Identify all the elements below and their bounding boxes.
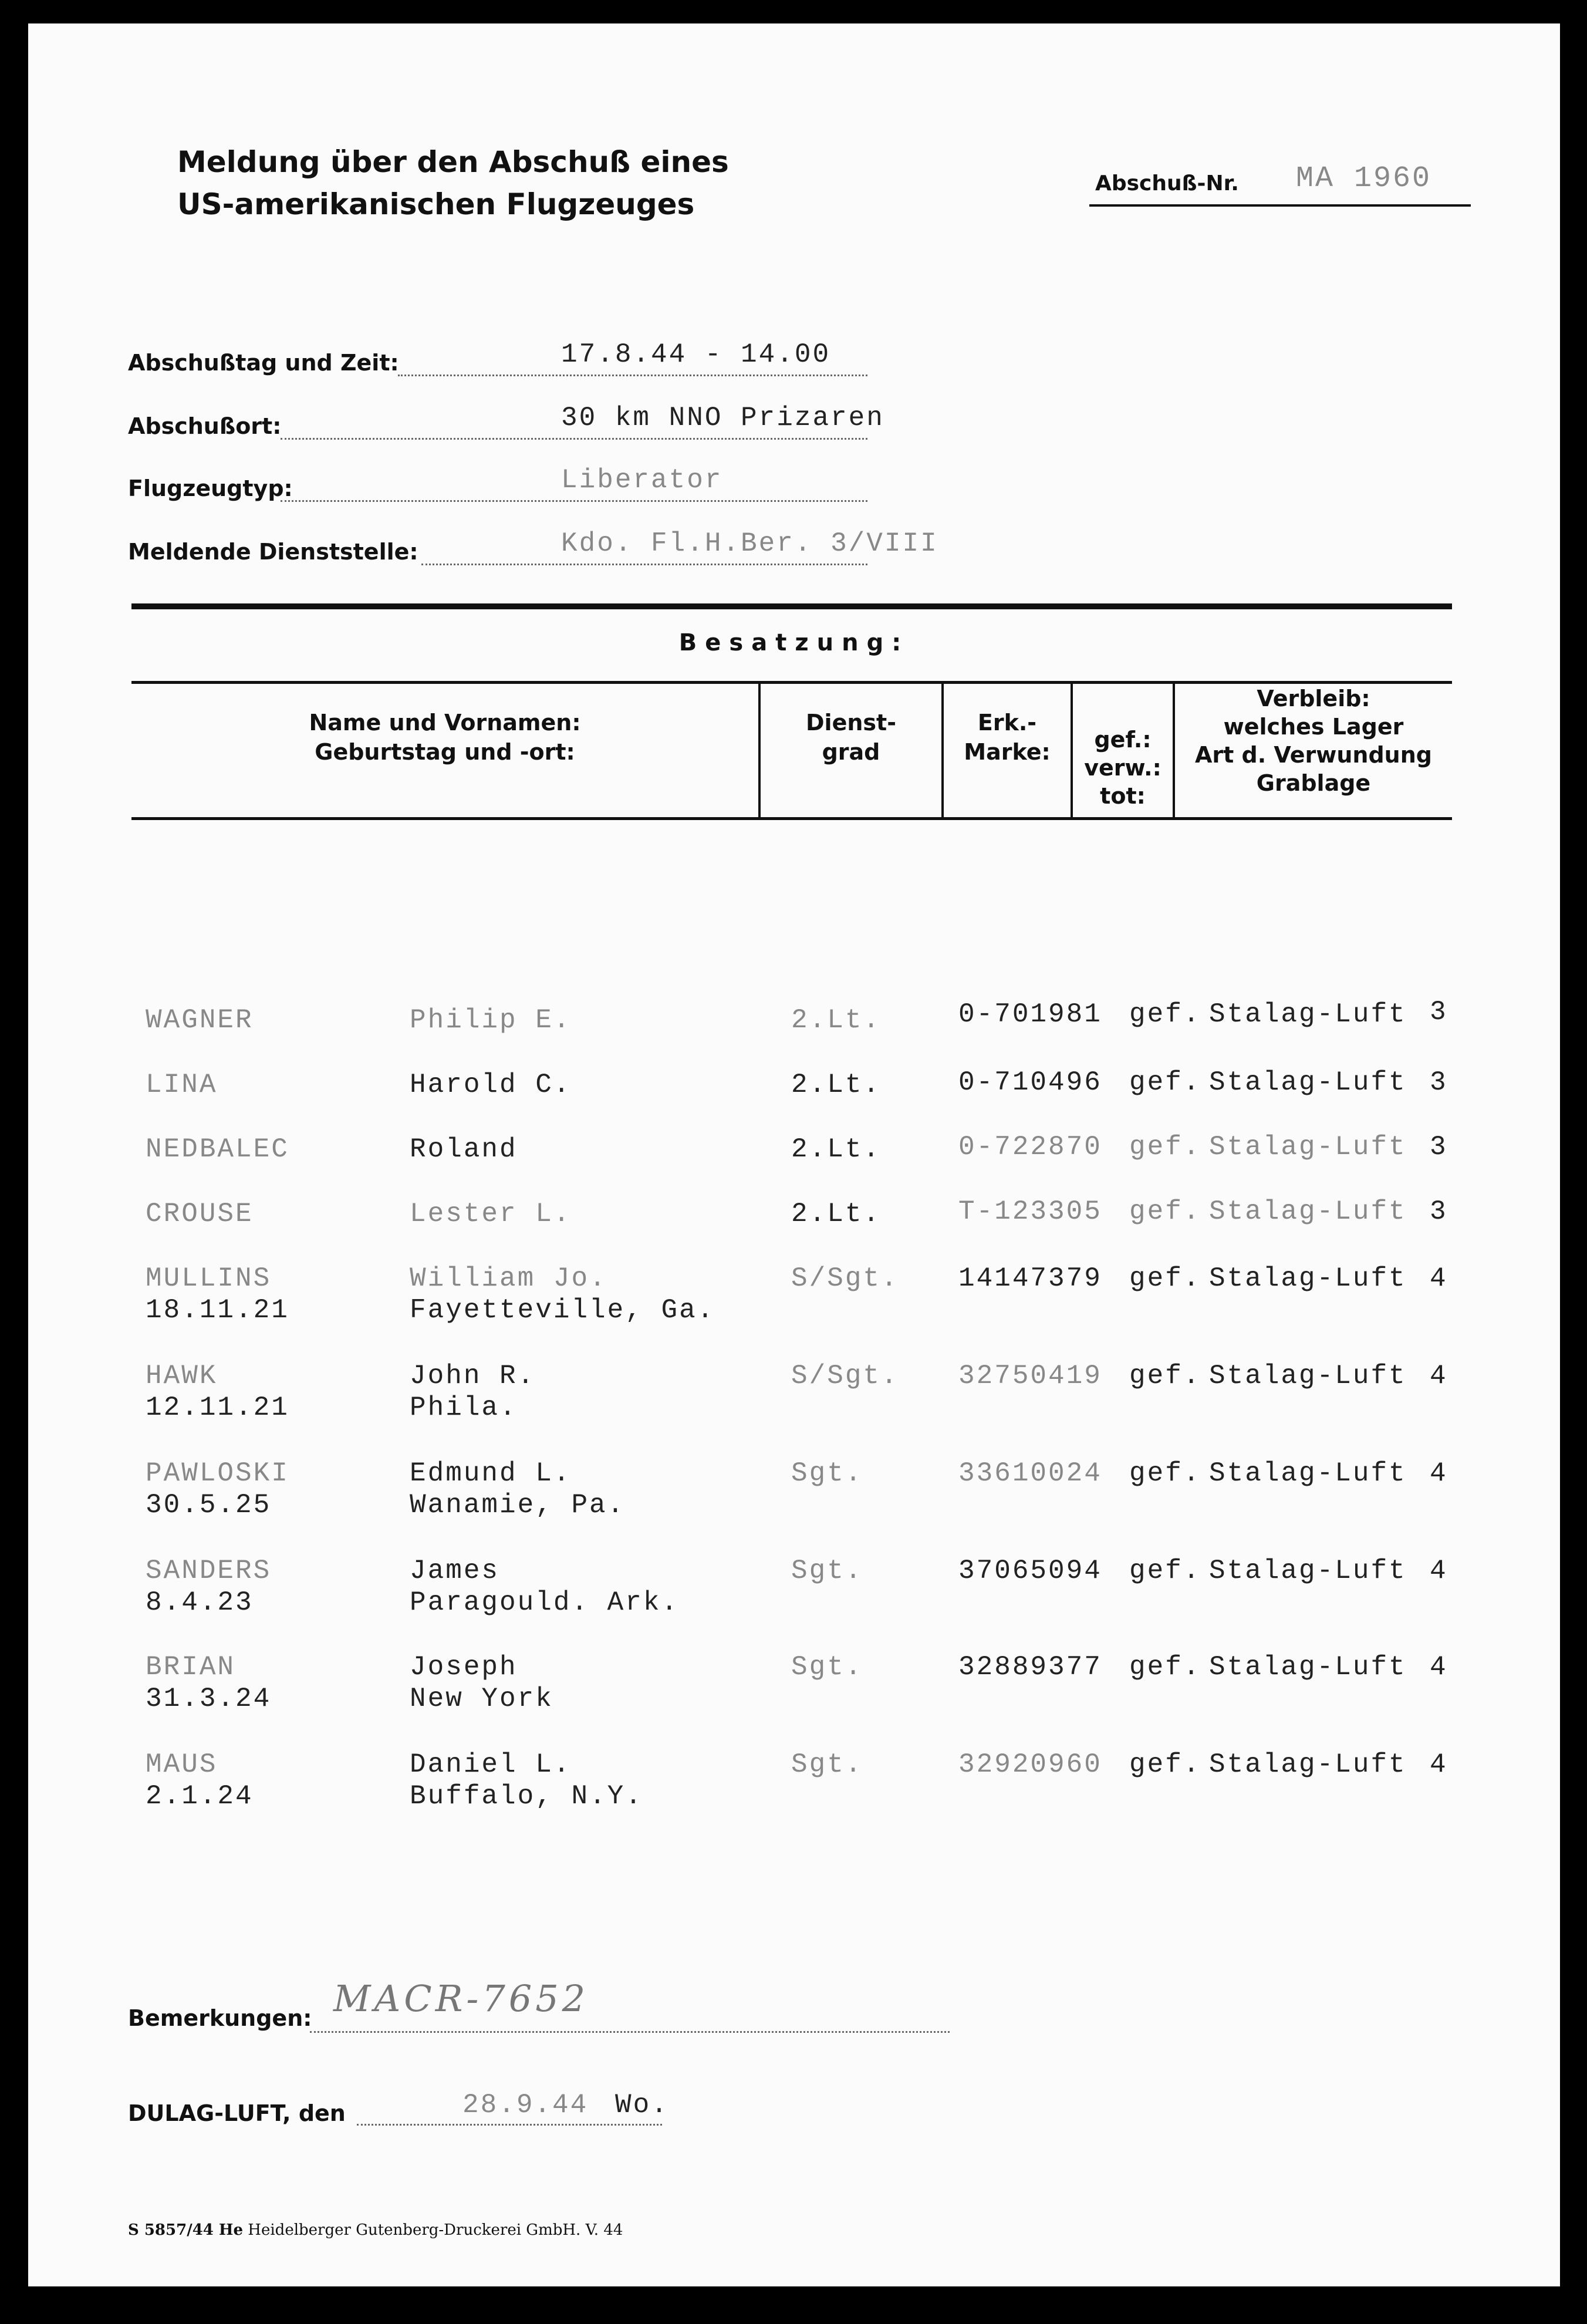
- crew-surname: CROUSE: [146, 1199, 254, 1229]
- crew-surname: SANDERS: [146, 1556, 272, 1586]
- printer-line: [128, 2221, 623, 2239]
- crew-birthdate: 2.1.24: [146, 1781, 254, 1812]
- crew-status: gef.: [1129, 1361, 1201, 1391]
- crew-status: gef.: [1129, 1458, 1201, 1489]
- crew-rank: S/Sgt.: [791, 1263, 899, 1294]
- crew-given-name: Joseph: [410, 1652, 518, 1682]
- field-label-location: Abschußort:: [128, 413, 282, 439]
- crew-camp: Stalag-Luft: [1209, 1263, 1407, 1294]
- header-name-line-1: Name und Vornamen:: [309, 710, 581, 736]
- field-dotline-reporting-unit: [421, 564, 867, 565]
- header-id-tag-line-2: Marke:: [964, 739, 1051, 765]
- crew-rank: Sgt.: [791, 1749, 863, 1780]
- table-top-rule: [131, 681, 1452, 684]
- crew-camp: Stalag-Luft: [1209, 1196, 1407, 1227]
- crew-birthplace: Fayetteville, Ga.: [410, 1295, 715, 1325]
- crew-rank: Sgt.: [791, 1458, 863, 1489]
- crew-birthplace: Paragould. Ark.: [410, 1587, 680, 1618]
- crew-given-name: Edmund L.: [410, 1458, 572, 1489]
- crew-id-tag: 0-701981: [958, 999, 1102, 1030]
- crew-given-name: Roland: [410, 1134, 518, 1165]
- crew-rank: S/Sgt.: [791, 1361, 899, 1391]
- header-rank-line-2: grad: [822, 739, 880, 765]
- crew-camp-number: 4: [1430, 1652, 1448, 1682]
- crew-surname: MULLINS: [146, 1263, 272, 1294]
- field-label-reporting-unit: Meldende Dienststelle:: [128, 539, 418, 565]
- field-value-reporting-unit: Kdo. Fl.H.Ber. 3/VIII: [561, 528, 938, 559]
- table-header-bottom-rule: [131, 817, 1452, 820]
- crew-birthdate: 30.5.25: [146, 1490, 272, 1520]
- crew-given-name: Daniel L.: [410, 1749, 572, 1780]
- header-fate-line-4: Grablage: [1256, 770, 1371, 796]
- field-value-aircraft-type: Liberator: [561, 465, 723, 495]
- field-dotline-date-time: [398, 375, 867, 376]
- crew-rank: 2.Lt.: [791, 1199, 882, 1229]
- crew-status: gef.: [1129, 1556, 1201, 1586]
- crew-surname: HAWK: [146, 1361, 218, 1391]
- header-fate-line-3: Art d. Verwundung: [1195, 742, 1432, 768]
- header-fate-line-2: welches Lager: [1223, 714, 1404, 740]
- header-fate-line-1: Verbleib:: [1257, 686, 1370, 711]
- printer-name: Heidelberger Gutenberg-Druckerei GmbH. V. 44: [248, 2221, 623, 2239]
- crew-rank: Sgt.: [791, 1652, 863, 1682]
- crew-status: gef.: [1129, 999, 1201, 1030]
- crew-birthplace: New York: [410, 1684, 553, 1714]
- crew-camp: Stalag-Luft: [1209, 999, 1407, 1030]
- crew-rank: 2.Lt.: [791, 1134, 882, 1165]
- crew-row: [28, 1134, 1560, 1199]
- crew-camp-number: 3: [1430, 1132, 1448, 1162]
- crew-rank: 2.Lt.: [791, 1005, 882, 1035]
- signoff-initials: Wo.: [615, 2090, 669, 2120]
- header-id-tag: [944, 708, 1071, 767]
- shootdown-number-label: Abschuß-Nr.: [1095, 171, 1239, 195]
- crew-camp: Stalag-Luft: [1209, 1652, 1407, 1682]
- crew-birthdate: 31.3.24: [146, 1684, 272, 1714]
- crew-given-name: Philip E.: [410, 1005, 572, 1035]
- crew-id-tag: 0-722870: [958, 1132, 1102, 1162]
- crew-camp: Stalag-Luft: [1209, 1749, 1407, 1780]
- crew-birthplace: Phila.: [410, 1392, 518, 1423]
- crew-camp-number: 4: [1430, 1361, 1448, 1391]
- crew-given-name: William Jo.: [410, 1263, 607, 1294]
- header-status-line-1: gef.:: [1094, 727, 1152, 753]
- form-title-line-1: Meldung über den Abschuß eines: [177, 145, 729, 179]
- crew-row: [28, 1749, 1560, 1826]
- report-form: [28, 23, 1560, 2286]
- header-status: [1073, 726, 1173, 810]
- header-rank-line-1: Dienst-: [806, 710, 896, 736]
- signoff-dotline: [357, 2124, 662, 2126]
- crew-camp: Stalag-Luft: [1209, 1458, 1407, 1489]
- crew-surname: MAUS: [146, 1749, 218, 1780]
- field-label-aircraft-type: Flugzeugtyp:: [128, 475, 293, 501]
- header-fate: [1175, 684, 1452, 797]
- crew-camp: Stalag-Luft: [1209, 1067, 1407, 1098]
- crew-surname: WAGNER: [146, 1005, 254, 1035]
- section-divider: [131, 603, 1452, 609]
- signoff-date: 28.9.44: [462, 2090, 589, 2120]
- crew-status: gef.: [1129, 1263, 1201, 1294]
- field-value-location: 30 km NNO Prizaren: [561, 403, 884, 433]
- crew-birthplace: Wanamie, Pa.: [410, 1490, 626, 1520]
- crew-rank: Sgt.: [791, 1556, 863, 1586]
- crew-id-tag: 37065094: [958, 1556, 1102, 1586]
- header-rank: [761, 708, 941, 767]
- crew-camp-number: 3: [1430, 1196, 1448, 1227]
- crew-camp-number: 3: [1430, 997, 1448, 1027]
- header-status-line-2: verw.:: [1084, 755, 1161, 781]
- crew-camp: Stalag-Luft: [1209, 1556, 1407, 1586]
- crew-given-name: James: [410, 1556, 500, 1586]
- crew-id-tag: T-123305: [958, 1196, 1102, 1227]
- crew-camp-number: 3: [1430, 1067, 1448, 1098]
- crew-row: [28, 1652, 1560, 1728]
- crew-surname: BRIAN: [146, 1652, 236, 1682]
- field-dotline-aircraft-type: [281, 500, 867, 502]
- field-value-date-time: 17.8.44 - 14.00: [561, 339, 831, 370]
- crew-camp-number: 4: [1430, 1749, 1448, 1780]
- form-title-line-2: US-amerikanischen Flugzeuges: [177, 187, 695, 221]
- crew-row: [28, 1361, 1560, 1437]
- crew-status: gef.: [1129, 1749, 1201, 1780]
- crew-status: gef.: [1129, 1067, 1201, 1098]
- crew-id-tag: 32920960: [958, 1749, 1102, 1780]
- header-name: [131, 708, 758, 767]
- crew-camp-number: 4: [1430, 1458, 1448, 1489]
- crew-camp-number: 4: [1430, 1556, 1448, 1586]
- shootdown-number-value: MA 1960: [1296, 162, 1432, 195]
- crew-camp: Stalag-Luft: [1209, 1132, 1407, 1162]
- remarks-dotline: [310, 2031, 950, 2033]
- crew-id-tag: 0-710496: [958, 1067, 1102, 1098]
- crew-birthdate: 12.11.21: [146, 1392, 289, 1423]
- crew-id-tag: 32750419: [958, 1361, 1102, 1391]
- header-name-line-2: Geburtstag und -ort:: [315, 739, 575, 765]
- crew-id-tag: 33610024: [958, 1458, 1102, 1489]
- header-id-tag-line-1: Erk.-: [977, 710, 1037, 736]
- remarks-value: MACR-7652: [333, 1977, 589, 2020]
- crew-status: gef.: [1129, 1652, 1201, 1682]
- crew-status: gef.: [1129, 1196, 1201, 1227]
- number-underline: [1089, 204, 1471, 207]
- printer-form-number: S 5857/44 He: [128, 2221, 244, 2239]
- crew-row: [28, 1556, 1560, 1632]
- remarks-label: Bemerkungen:: [128, 2005, 312, 2031]
- crew-row: [28, 1263, 1560, 1340]
- crew-id-tag: 32889377: [958, 1652, 1102, 1682]
- crew-row: [28, 997, 1560, 1070]
- crew-birthplace: Buffalo, N.Y.: [410, 1781, 643, 1812]
- crew-given-name: Harold C.: [410, 1070, 572, 1100]
- crew-given-name: John R.: [410, 1361, 536, 1391]
- crew-camp-number: 4: [1430, 1263, 1448, 1294]
- crew-birthdate: 8.4.23: [146, 1587, 254, 1618]
- header-status-line-3: tot:: [1100, 783, 1146, 809]
- crew-row: [28, 1067, 1560, 1134]
- crew-given-name: Lester L.: [410, 1199, 572, 1229]
- field-dotline-location: [281, 438, 867, 440]
- crew-surname: LINA: [146, 1070, 218, 1100]
- crew-camp: Stalag-Luft: [1209, 1361, 1407, 1391]
- crew-surname: PAWLOSKI: [146, 1458, 289, 1489]
- crew-heading: Besatzung:: [678, 629, 910, 656]
- crew-birthdate: 18.11.21: [146, 1295, 289, 1325]
- crew-id-tag: 14147379: [958, 1263, 1102, 1294]
- crew-surname: NEDBALEC: [146, 1134, 289, 1165]
- crew-row: [28, 1458, 1560, 1534]
- form-title: [177, 141, 729, 225]
- crew-status: gef.: [1129, 1132, 1201, 1162]
- crew-rank: 2.Lt.: [791, 1070, 882, 1100]
- field-label-date-time: Abschußtag und Zeit:: [128, 350, 399, 376]
- crew-row: [28, 1196, 1560, 1263]
- signoff-label: DULAG-LUFT, den: [128, 2100, 346, 2126]
